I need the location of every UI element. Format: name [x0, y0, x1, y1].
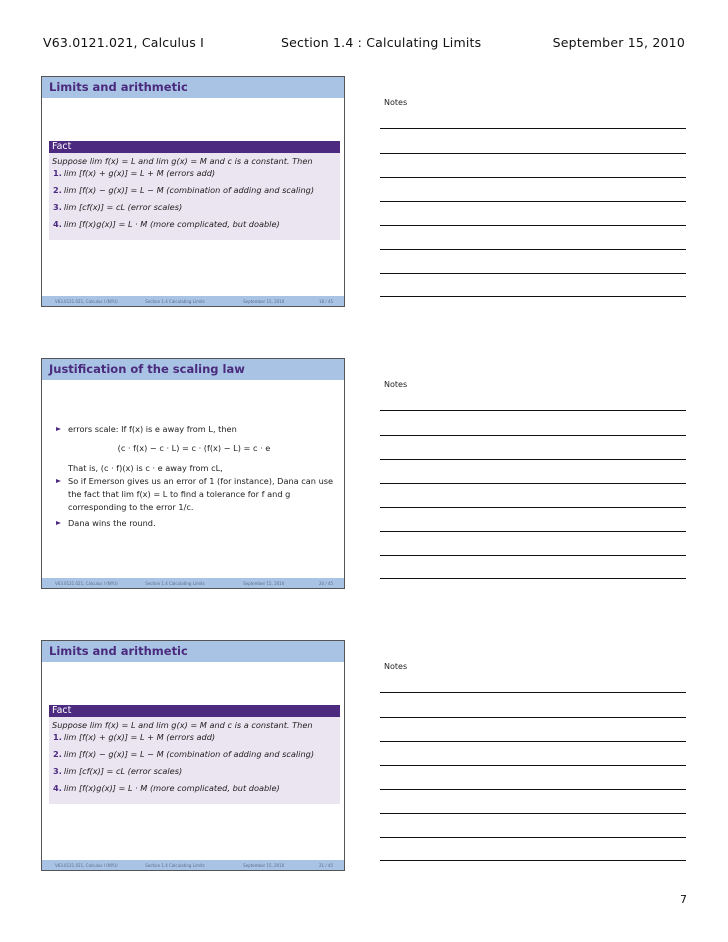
footer-page: 20 / 45 — [318, 580, 334, 586]
fact-box — [49, 705, 340, 804]
fact-list — [49, 733, 340, 793]
slide-3 — [41, 640, 345, 871]
fact-item: 3. lim [cf(x)] = cL (error scales) — [53, 202, 183, 212]
date-header: September 15, 2010 — [552, 35, 685, 50]
bullet-item: Dana wins the round. — [52, 517, 336, 530]
slide-1 — [41, 76, 345, 307]
page-number: 7 — [680, 893, 687, 906]
footer-section: Section 1.4 Calculating Limits — [145, 862, 205, 868]
fact-item: 2. lim [f(x) − g(x)] = L − M (combination of adding and scaling) — [53, 185, 315, 195]
note-line — [380, 483, 686, 484]
slide-footer — [42, 860, 344, 870]
note-line — [380, 717, 686, 718]
fact-lead: Suppose lim f(x) = L and lim g(x) = M and c is a constant. Then — [52, 156, 313, 166]
slide-title: Limits and arithmetic — [42, 641, 344, 662]
slide-2 — [41, 358, 345, 589]
continuation-text: That is, (c · f)(x) is c · e away from cL, — [68, 463, 223, 473]
note-line — [380, 201, 686, 202]
note-line — [380, 459, 686, 460]
note-line — [380, 296, 686, 297]
slide-title: Justification of the scaling law — [42, 359, 344, 380]
note-line — [380, 578, 686, 579]
note-line — [380, 531, 686, 532]
equation: (c · f(x) − c · L) = c · (f(x) − L) = c · e — [117, 443, 271, 453]
note-line — [380, 153, 686, 154]
note-line — [380, 692, 686, 693]
footer-section: Section 1.4 Calculating Limits — [145, 298, 205, 304]
notes-label: Notes — [384, 380, 408, 389]
fact-heading: Fact — [49, 705, 340, 717]
note-line — [380, 837, 686, 838]
note-line — [380, 741, 686, 742]
note-line — [380, 128, 686, 129]
footer-author: V63.0121.021, Calculus I (NYU) — [54, 862, 118, 868]
fact-item: 2. lim [f(x) − g(x)] = L − M (combination of adding and scaling) — [53, 749, 315, 759]
slide-body — [52, 423, 336, 530]
slide-footer — [42, 296, 344, 306]
fact-item: 1. lim [f(x) + g(x)] = L + M (errors add) — [53, 168, 216, 178]
notes-label: Notes — [384, 662, 408, 671]
footer-date: September 15, 2010 — [243, 298, 285, 304]
fact-heading: Fact — [49, 141, 340, 153]
notes-label: Notes — [384, 98, 408, 107]
fact-lead: Suppose lim f(x) = L and lim g(x) = M and c is a constant. Then — [52, 720, 313, 730]
note-line — [380, 225, 686, 226]
footer-author: V63.0121.021, Calculus I (NYU) — [54, 580, 118, 586]
slide-footer — [42, 578, 344, 588]
note-line — [380, 860, 686, 861]
note-line — [380, 555, 686, 556]
fact-list — [49, 169, 340, 229]
footer-page: 21 / 45 — [318, 862, 334, 868]
note-line — [380, 507, 686, 508]
fact-item: 3. lim [cf(x)] = cL (error scales) — [53, 766, 183, 776]
footer-page: 18 / 45 — [318, 298, 334, 304]
footer-date: September 15, 2010 — [243, 862, 285, 868]
footer-date: September 15, 2010 — [243, 580, 285, 586]
note-line — [380, 410, 686, 411]
note-line — [380, 249, 686, 250]
footer-author: V63.0121.021, Calculus I (NYU) — [54, 298, 118, 304]
fact-item: 4. lim [f(x)g(x)] = L · M (more complicated, but doable) — [53, 219, 280, 229]
bullet-item: errors scale: If f(x) is e away from L, then — [52, 423, 336, 436]
note-line — [380, 813, 686, 814]
course-header: V63.0121.021, Calculus I — [43, 35, 205, 50]
note-line — [380, 789, 686, 790]
note-line — [380, 765, 686, 766]
fact-item: 1. lim [f(x) + g(x)] = L + M (errors add) — [53, 732, 216, 742]
note-line — [380, 273, 686, 274]
section-header: Section 1.4 : Calculating Limits — [281, 35, 482, 50]
note-line — [380, 435, 686, 436]
note-line — [380, 177, 686, 178]
bullet-item: So if Emerson gives us an error of 1 (for instance), Dana can use the fact that lim f(x) = L to find a tolerance for f and g corresponding to the error 1/c. — [52, 475, 336, 514]
footer-section: Section 1.4 Calculating Limits — [145, 580, 205, 586]
fact-item: 4. lim [f(x)g(x)] = L · M (more complicated, but doable) — [53, 783, 280, 793]
slide-title: Limits and arithmetic — [42, 77, 344, 98]
fact-box — [49, 141, 340, 240]
